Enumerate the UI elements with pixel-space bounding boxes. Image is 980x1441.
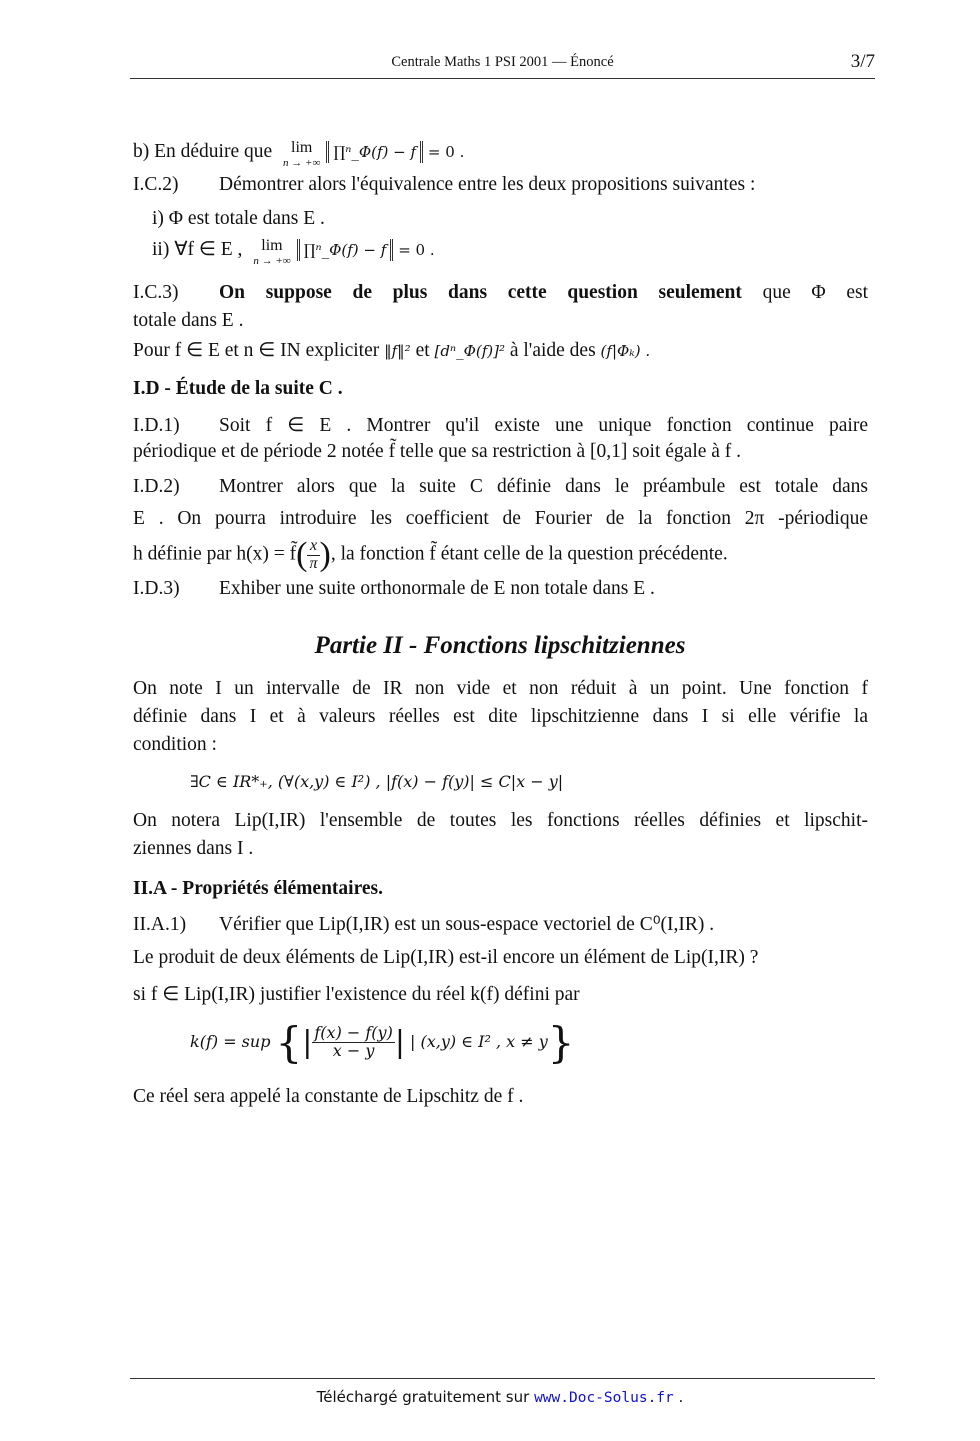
page-number: 3/7 [850, 51, 875, 72]
footer-divider [130, 1378, 875, 1379]
question-ic3-line3: Pour f ∈ E et n ∈ IN expliciter ‖f‖² et [dⁿ_Φ(f)]² à l'aide des (f|Φₖ) . [133, 340, 651, 361]
limit-expression: lim n → +∞ [283, 139, 321, 169]
section-title-id: I.D - Étude de la suite C . [133, 378, 343, 399]
paragraph-line: si f ∈ Lip(I,IR) justifier l'existence du réel k(f) défini par [133, 984, 580, 1005]
paragraph-line: On notera Lip(I,IR) l'ensemble de toutes les fonctions réelles définies et lipschit- [133, 810, 868, 831]
question-ic3: I.C.3) On suppose de plus dans cette question seulement que Φ est [133, 282, 869, 303]
question-id2-line2: E . On pourra introduire les coefficient de Fourier de la fonction 2π -périodique [133, 508, 868, 529]
question-b-suffix: = 0 . [427, 142, 465, 161]
paragraph-line: Le produit de deux éléments de Lip(I,IR) est-il encore un élément de Lip(I,IR) ? [133, 947, 759, 968]
question-text: Démontrer alors l'équivalence entre les deux propositions suivantes : [219, 174, 756, 195]
question-number: I.C.3) [133, 282, 179, 303]
question-number: I.D.2) [133, 476, 180, 497]
question-id1: I.D.1) Soit f ∈ E . Montrer qu'il existe une unique fonction continue paire [133, 415, 868, 436]
question-id3: I.D.3) Exhiber une suite orthonormale de E non totale dans E . [133, 578, 655, 599]
question-number: I.D.3) [133, 578, 180, 599]
question-number: I.C.2) [133, 174, 179, 195]
proposition-ii: ii) ∀f ∈ E , lim n → +∞ ∏ⁿ_Φ(f) − f = 0 . [152, 237, 435, 267]
question-ic2 [133, 174, 755, 196]
proposition-i: i) Φ est totale dans E . [152, 208, 325, 229]
paragraph-line: condition : [133, 734, 217, 755]
part-title: Partie II - Fonctions lipschitziennes [314, 632, 686, 659]
fraction-x-over-pi: $\frac{x}{\pi}$ [309, 536, 318, 572]
fraction-difference-quotient: $\frac{f(x) - f(y)}{x - y}$ [314, 1023, 393, 1060]
question-b [133, 138, 464, 167]
question-number: I.D.1) [133, 415, 180, 436]
doc-solus-link[interactable]: www.Doc-Solus.fr [534, 1390, 674, 1406]
header-title: Centrale Maths 1 PSI 2001 — Énoncé [391, 54, 614, 70]
paragraph-line: Ce réel sera appelé la constante de Lipschitz de f . [133, 1086, 524, 1107]
norm-expression: ∏ⁿ_Φ(f) − f [297, 239, 394, 261]
page-header [130, 50, 875, 79]
question-b-prefix: b) En déduire que [133, 140, 273, 162]
question-iia1: II.A.1) Vérifier que Lip(I,IR) est un sous-espace vectoriel de C⁰(I,IR) . [133, 914, 715, 935]
question-id1-line2: périodique et de période 2 notée f̃ telle que sa restriction à [0,1] soit égale à f . [133, 441, 742, 462]
lipschitz-constant-definition: k(f) = sup {| $\frac{f(x) - f(y)}{x - y}$ | | (x,y) ∈ I² , x ≠ y} [190, 1018, 575, 1067]
paragraph-line: ziennes dans I . [133, 838, 254, 859]
paragraph-line: On note I un intervalle de IR non vide et non réduit à un point. Une fonction f [133, 678, 868, 699]
norm-expression: ∏ⁿ_Φ(f) − f [326, 141, 423, 163]
section-title-iia: II.A - Propriétés élémentaires. [133, 878, 384, 899]
lipschitz-condition: ∃C ∈ IR*₊, (∀(x,y) ∈ I²) , |f(x) − f(y)| ≤ C|x − y| [190, 772, 564, 791]
question-id2-line3: h définie par h(x) = f̃( $\frac{x}{\pi}$ ), la fonction f̃ étant celle de la question précédente. [133, 536, 728, 573]
page-footer: Téléchargé gratuitement sur www.Doc-Solus.fr . [316, 1388, 684, 1406]
limit-expression: lim n → +∞ [253, 237, 291, 267]
question-ic3-line2: totale dans E . [133, 310, 244, 331]
paragraph-line: définie dans I et à valeurs réelles est dite lipschitzienne dans I si elle vérifie la [133, 706, 868, 727]
question-id2: I.D.2) Montrer alors que la suite C définie dans le préambule est totale dans [133, 476, 868, 497]
question-number: II.A.1) [133, 914, 187, 935]
